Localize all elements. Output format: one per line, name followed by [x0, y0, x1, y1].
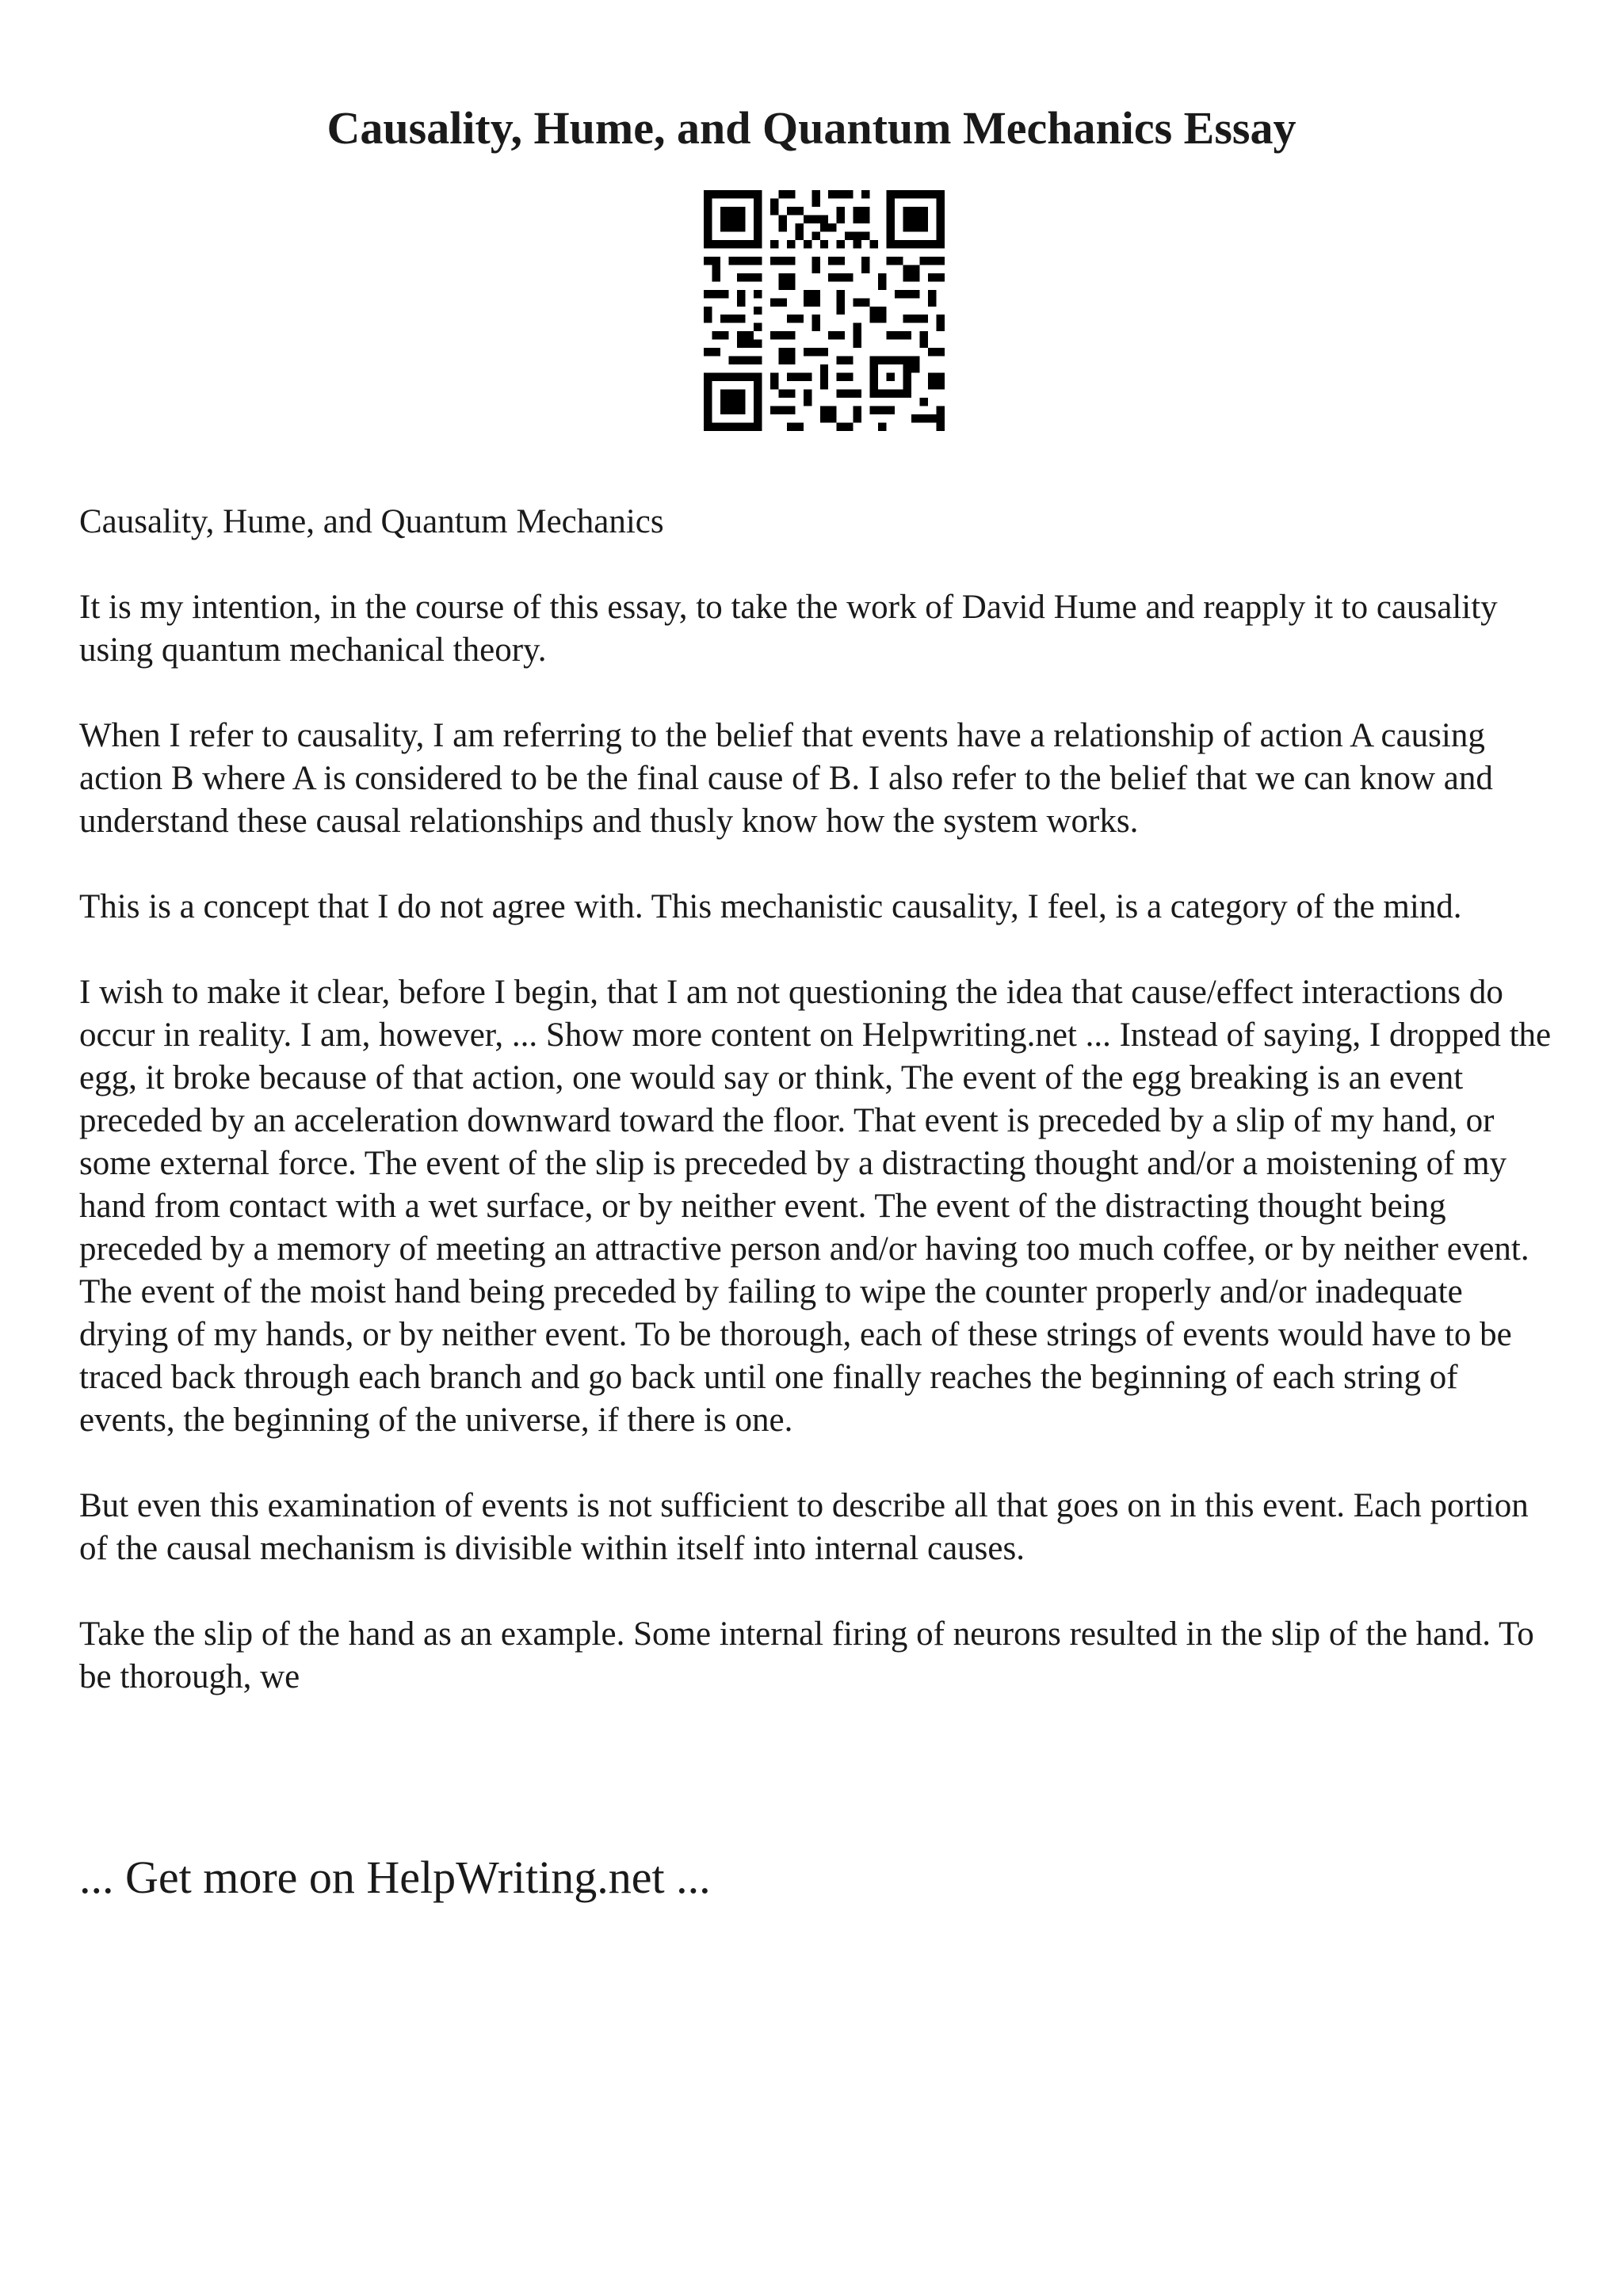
get-more-link[interactable]: ... Get more on HelpWriting.net ...	[79, 1852, 711, 1903]
essay-paragraph: This is a concept that I do not agree with. This mechanistic causality, I feel, is a category of the mind.	[79, 888, 1462, 925]
qr-code-icon[interactable]	[704, 190, 945, 431]
essay-body	[79, 501, 1553, 1741]
page-title: Causality, Hume, and Quantum Mechanics Essay	[327, 102, 1296, 154]
essay-paragraph: I wish to make it clear, before I begin, that I am not questioning the idea that cause/effect interactions do occur in reality. I am, however, ... Show more content on Helpwriting.net ... Instead of saying, I dropped the egg, it broke because of that action, one would say or think, The event of the egg breaking is an event preceded by an acceleration downward toward the floor. That event is preceded by a slip of my hand, or some external force. The event of the slip is preceded by a distracting thought and/or a moistening of my hand from contact with a wet surface, or by neither event. The event of the distracting thought being preceded by a memory of meeting an attractive person and/or having too much coffee, or by neither event. The event of the moist hand being preceded by failing to wipe the counter properly and/or inadequate drying of my hands, or by neither event. To be thorough, each of these strings of events would have to be traced back through each branch and go back until one finally reaches the beginning of each string of events, the beginning of the universe, if there is one.	[79, 974, 1552, 1439]
essay-paragraph: But even this examination of events is not sufficient to describe all that goes on in this event. Each portion of the causal mechanism is divisible within itself into internal causes.	[79, 1487, 1529, 1567]
essay-paragraph: When I refer to causality, I am referring to the belief that events have a relationship of action A causing action B where A is considered to be the final cause of B. I also refer to the belief that we can know and understand these causal relationships and thusly know how the system works.	[79, 717, 1493, 840]
essay-paragraph: It is my intention, in the course of this essay, to take the work of David Hume and reapply it to causality using quantum mechanical theory.	[79, 589, 1498, 669]
essay-heading: Causality, Hume, and Quantum Mechanics	[79, 503, 664, 540]
essay-paragraph: Take the slip of the hand as an example. Some internal firing of neurons resulted in the slip of the hand. To be thorough, we	[79, 1615, 1534, 1695]
